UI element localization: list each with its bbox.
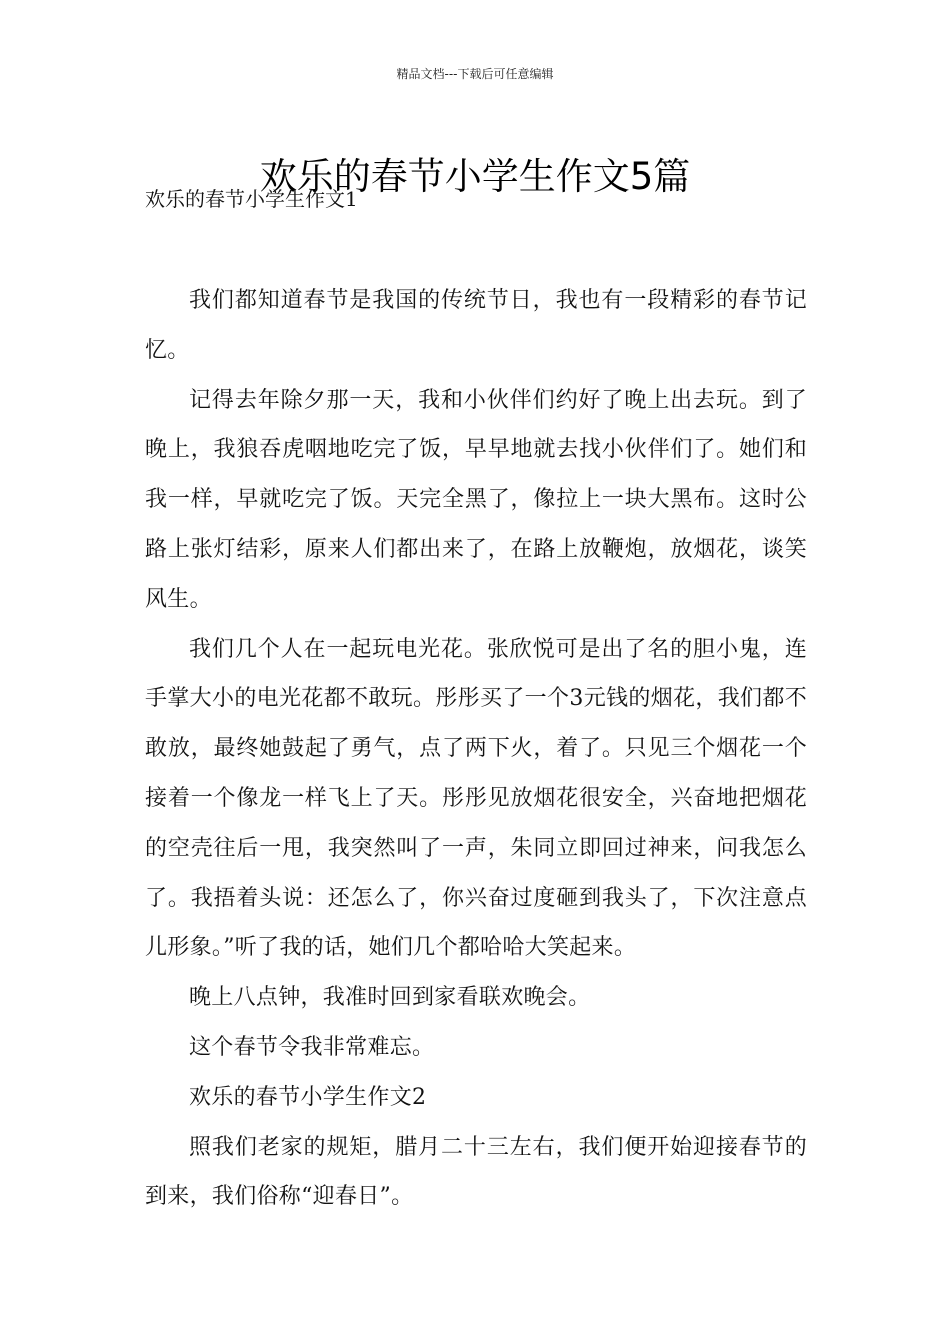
- paragraph: 晚上八点钟，我准时回到家看联欢晚会。: [189, 985, 591, 1011]
- document-body: [145, 276, 807, 1222]
- document-title: 欢乐的春节小学生作文5篇: [259, 154, 691, 198]
- page-header: 精品文档---下载后可任意编辑: [396, 67, 554, 81]
- paragraph: 我们都知道春节是我国的传统节日，我也有一段精彩的春节记忆。: [145, 288, 807, 363]
- section-heading: 欢乐的春节小学生作文1: [145, 187, 358, 211]
- paragraph: 记得去年除夕那一天，我和小伙伴们约好了晚上出去玩。到了晚上，我狼吞虎咽地吃完了饭，早早地就去找小伙伴们了。她们和我一样，早就吃完了饭。天完全黑了，像拉上一块大黑布。这时公路上张灯结彩，原来人们都出来了，在路上放鞭炮，放烟花，谈笑风生。: [145, 387, 807, 612]
- paragraph: 照我们老家的规矩，腊月二十三左右，我们便开始迎接春节的到来，我们俗称“迎春日”。: [145, 1134, 807, 1210]
- paragraph: 我们几个人在一起玩电光花。张欣悦可是出了名的胆小鬼，连手掌大小的电光花都不敢玩。彤彤买了一个3元钱的烟花，我们都不敢放，最终她鼓起了勇气，点了两下火，着了。只见三个烟花一个接着一个像龙一样飞上了天。彤彤见放烟花很安全，兴奋地把烟花的空壳往后一甩，我突然叫了一声，朱同立即回过神来，问我怎么了。我捂着头说：还怎么了，你兴奋过度砸到我头了，下次注意点儿形象。”听了我的话，她们几个都哈哈大笑起来。: [145, 636, 807, 961]
- paragraph: 这个春节令我非常难忘。: [189, 1034, 435, 1060]
- section-heading: 欢乐的春节小学生作文2: [189, 1084, 427, 1110]
